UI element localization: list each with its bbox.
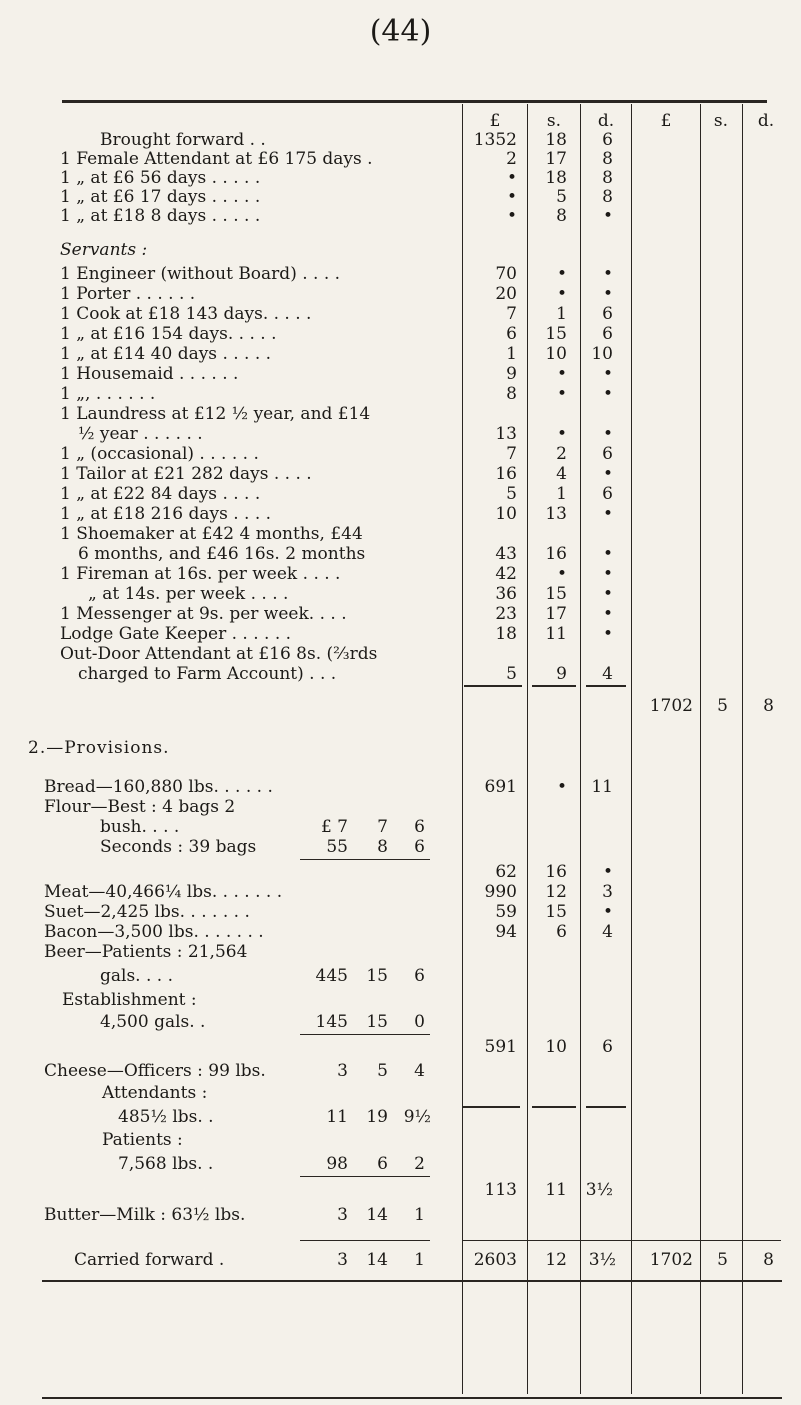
servant-shillings: • xyxy=(556,564,567,584)
flour-best-cont: bush. . . . xyxy=(100,817,180,837)
servant-pence: • xyxy=(602,504,613,524)
suet-pounds: 59 xyxy=(495,902,517,922)
carried-pence-2: 8 xyxy=(763,1250,774,1270)
suet-pence: • xyxy=(602,902,613,922)
servant-pounds: 6 xyxy=(506,324,517,344)
servant-pounds: 9 xyxy=(506,364,517,384)
cheese-attendants-pence: 9½ xyxy=(403,1107,431,1127)
carried-shillings: 12 xyxy=(545,1250,567,1270)
servant-pence: • xyxy=(602,604,613,624)
bread-shillings: • xyxy=(556,777,567,797)
beer-patients-pence: 6 xyxy=(414,966,425,986)
servant-shillings: 4 xyxy=(556,464,567,484)
servant-shillings: • xyxy=(556,264,567,284)
final-rule xyxy=(42,1280,782,1282)
servant-line: 1 „ (occasional) . . . . . . xyxy=(60,444,259,464)
cheese-patients-label: Patients : xyxy=(102,1130,183,1150)
servant-line: ½ year . . . . . . xyxy=(78,424,203,444)
section-total-shillings: 5 xyxy=(717,696,728,716)
flour-best-pence: 6 xyxy=(414,817,425,837)
servant-pence: • xyxy=(602,564,613,584)
subtotal-rule-2 xyxy=(532,1106,576,1108)
beer-patients-cont: gals. . . . xyxy=(100,966,174,986)
servant-pence: • xyxy=(602,264,613,284)
brought-forward-pence: 6 xyxy=(602,130,613,150)
butter-pounds: 3 xyxy=(337,1205,348,1225)
servant-shillings: 2 xyxy=(556,444,567,464)
cheese-shillings: 11 xyxy=(545,1180,567,1200)
beer-estab-pounds: 145 xyxy=(315,1012,348,1032)
attendant-pence: • xyxy=(602,206,613,226)
servant-shillings: 11 xyxy=(545,624,567,644)
servant-line: 1 Porter . . . . . . xyxy=(60,284,196,304)
attendant-shillings: 5 xyxy=(556,187,567,207)
carried-pence: 3½ xyxy=(588,1250,616,1270)
attendant-line: 1 „ at £18 8 days . . . . . xyxy=(60,206,261,226)
servant-pounds: 36 xyxy=(495,584,517,604)
col-rule-d xyxy=(631,104,632,1394)
cheese-officers-pounds: 3 xyxy=(337,1061,348,1081)
servant-line: 1 Tailor at £21 282 days . . . . xyxy=(60,464,312,484)
attendant-pounds: 2 xyxy=(506,149,517,169)
servant-pence: 6 xyxy=(602,484,613,504)
flour-best-pounds: £ 7 xyxy=(320,817,348,837)
section-total-pence: 8 xyxy=(763,696,774,716)
suet-label: Suet—2,425 lbs. . . . . . . xyxy=(44,902,250,922)
bread-pence: 11 xyxy=(591,777,613,797)
servant-pounds: 13 xyxy=(495,424,517,444)
cheese-pounds: 113 xyxy=(484,1180,517,1200)
carried-rule-b xyxy=(462,1240,632,1241)
servant-line: 1 „ at £16 154 days. . . . . xyxy=(60,324,277,344)
cheese-officers-pence: 4 xyxy=(414,1061,425,1081)
beer-subrule xyxy=(300,1034,430,1035)
servant-shillings: • xyxy=(556,424,567,444)
bacon-pounds: 94 xyxy=(495,922,517,942)
servant-shillings: 9 xyxy=(556,664,567,684)
carried-pounds-inner: 3 xyxy=(337,1250,348,1270)
cheese-label: Cheese—Officers : 99 lbs. xyxy=(44,1061,266,1081)
servant-shillings: 13 xyxy=(545,504,567,524)
header-pounds: £ xyxy=(489,111,501,131)
beer-pounds: 591 xyxy=(484,1037,517,1057)
bacon-shillings: 6 xyxy=(556,922,567,942)
servant-shillings: • xyxy=(556,384,567,404)
servant-line: 1 „ at £22 84 days . . . . xyxy=(60,484,261,504)
servant-shillings: • xyxy=(556,284,567,304)
servant-pounds: 7 xyxy=(506,444,517,464)
servant-pence: 6 xyxy=(602,324,613,344)
carried-pounds: 2603 xyxy=(473,1250,517,1270)
brought-forward-shillings: 18 xyxy=(545,130,567,150)
section-rule-3 xyxy=(586,685,626,687)
servant-line: 1 Housemaid . . . . . . xyxy=(60,364,239,384)
servant-line: „ at 14s. per week . . . . xyxy=(88,584,289,604)
beer-estab-label: Establishment : xyxy=(62,990,197,1010)
carried-pence-inner: 1 xyxy=(414,1250,425,1270)
beer-label: Beer—Patients : 21,564 xyxy=(44,942,248,962)
attendant-shillings: 17 xyxy=(545,149,567,169)
attendant-shillings: 18 xyxy=(545,168,567,188)
servant-pounds: 7 xyxy=(506,304,517,324)
header-shillings-2: s. xyxy=(713,111,729,131)
butter-pence: 1 xyxy=(414,1205,425,1225)
servant-line: 1 „ at £18 216 days . . . . xyxy=(60,504,272,524)
meat-label: Meat—40,466¼ lbs. . . . . . . xyxy=(44,882,283,902)
cheese-attendants-cont: 485½ lbs. . xyxy=(118,1107,214,1127)
servant-pence: • xyxy=(602,284,613,304)
servant-shillings: 17 xyxy=(545,604,567,624)
top-rule xyxy=(62,100,767,103)
servant-shillings: 10 xyxy=(545,344,567,364)
flour-best-shillings: 7 xyxy=(377,817,388,837)
servant-pounds: 8 xyxy=(506,384,517,404)
attendant-line: 1 „ at £6 17 days . . . . . xyxy=(60,187,261,207)
bacon-label: Bacon—3,500 lbs. . . . . . . xyxy=(44,922,264,942)
attendant-pounds: • xyxy=(506,187,517,207)
cheese-attendants-pounds: 11 xyxy=(326,1107,348,1127)
servant-pounds: 20 xyxy=(495,284,517,304)
flour-label: Flour—Best : 4 bags 2 xyxy=(44,797,236,817)
servant-pounds: 18 xyxy=(495,624,517,644)
servant-line: 1 Fireman at 16s. per week . . . . xyxy=(60,564,341,584)
servant-pounds: 70 xyxy=(495,264,517,284)
attendant-pence: 8 xyxy=(602,168,613,188)
brought-forward-pounds: 1352 xyxy=(473,130,517,150)
servants-heading: Servants : xyxy=(60,240,148,260)
flour-seconds-shillings: 8 xyxy=(377,837,388,857)
carried-shillings-inner: 14 xyxy=(366,1250,388,1270)
subtotal-rule-3 xyxy=(586,1106,626,1108)
cheese-attendants-shillings: 19 xyxy=(366,1107,388,1127)
attendant-line: 1 „ at £6 56 days . . . . . xyxy=(60,168,261,188)
servant-shillings: 1 xyxy=(556,484,567,504)
servant-line: 1 Laundress at £12 ½ year, and £14 xyxy=(60,404,371,424)
servant-line: 1 „, . . . . . . xyxy=(60,384,156,404)
servant-pence: 4 xyxy=(602,664,613,684)
cheese-pence: 3½ xyxy=(585,1180,613,1200)
col-rule-e xyxy=(700,104,701,1394)
servant-line: Lodge Gate Keeper . . . . . . xyxy=(60,624,292,644)
header-pence-2: d. xyxy=(757,111,775,131)
carried-rule-a xyxy=(300,1240,430,1241)
suet-shillings: 15 xyxy=(545,902,567,922)
servant-pence: 10 xyxy=(591,344,613,364)
flour-pounds: 62 xyxy=(495,862,517,882)
flour-pence: • xyxy=(602,862,613,882)
meat-pence: 3 xyxy=(602,882,613,902)
servant-shillings: • xyxy=(556,364,567,384)
servant-pence: 6 xyxy=(602,304,613,324)
servant-pounds: 23 xyxy=(495,604,517,624)
servant-line: 1 Cook at £18 143 days. . . . . xyxy=(60,304,312,324)
beer-estab-cont: 4,500 gals. . xyxy=(100,1012,206,1032)
servant-pounds: 5 xyxy=(506,484,517,504)
servant-pounds: 1 xyxy=(506,344,517,364)
servant-pence: • xyxy=(602,544,613,564)
servant-line: 1 Messenger at 9s. per week. . . . xyxy=(60,604,347,624)
beer-shillings: 10 xyxy=(545,1037,567,1057)
butter-shillings: 14 xyxy=(366,1205,388,1225)
servant-shillings: 1 xyxy=(556,304,567,324)
attendant-pounds: • xyxy=(506,206,517,226)
servant-line: 1 Shoemaker at £42 4 months, £44 xyxy=(60,524,363,544)
servant-pence: • xyxy=(602,464,613,484)
beer-patients-pounds: 445 xyxy=(315,966,348,986)
subtotal-rule-1 xyxy=(462,1106,520,1108)
cheese-attendants-label: Attendants : xyxy=(102,1083,208,1103)
servant-line: 1 Engineer (without Board) . . . . xyxy=(60,264,341,284)
servant-pence: 6 xyxy=(602,444,613,464)
flour-subrule xyxy=(300,859,430,860)
cheese-patients-pence: 2 xyxy=(414,1154,425,1174)
carried-shillings-2: 5 xyxy=(717,1250,728,1270)
section-rule-2 xyxy=(532,685,576,687)
cheese-patients-pounds: 98 xyxy=(326,1154,348,1174)
carried-forward-label: Carried forward . xyxy=(74,1250,225,1270)
attendant-pounds: • xyxy=(506,168,517,188)
servant-shillings: 15 xyxy=(545,324,567,344)
servant-pence: • xyxy=(602,624,613,644)
servant-pounds: 5 xyxy=(506,664,517,684)
header-shillings: s. xyxy=(546,111,562,131)
provisions-heading: 2.—Provisions. xyxy=(28,738,170,758)
header-pence: d. xyxy=(597,111,615,131)
servant-line: charged to Farm Account) . . . xyxy=(78,664,337,684)
servant-shillings: 16 xyxy=(545,544,567,564)
brought-forward-label: Brought forward . . xyxy=(100,130,266,150)
flour-seconds-pence: 6 xyxy=(414,837,425,857)
bread-pounds: 691 xyxy=(484,777,517,797)
servant-pence: • xyxy=(602,384,613,404)
col-rule-f xyxy=(742,104,743,1394)
servant-pence: • xyxy=(602,364,613,384)
servant-shillings: 15 xyxy=(545,584,567,604)
servant-pence: • xyxy=(602,584,613,604)
carried-pounds-2: 1702 xyxy=(649,1250,693,1270)
flour-seconds-pounds: 55 xyxy=(326,837,348,857)
cheese-subrule xyxy=(300,1176,430,1177)
cheese-officers-shillings: 5 xyxy=(377,1061,388,1081)
cheese-patients-cont: 7,568 lbs. . xyxy=(118,1154,214,1174)
butter-label: Butter—Milk : 63½ lbs. xyxy=(44,1205,246,1225)
attendant-line: 1 Female Attendant at £6 175 days . xyxy=(60,149,373,169)
flour-seconds-label: Seconds : 39 bags xyxy=(100,837,257,857)
bacon-pence: 4 xyxy=(602,922,613,942)
beer-estab-shillings: 15 xyxy=(366,1012,388,1032)
page-number: (44) xyxy=(369,14,432,49)
cheese-patients-shillings: 6 xyxy=(377,1154,388,1174)
beer-pence: 6 xyxy=(602,1037,613,1057)
attendant-pence: 8 xyxy=(602,149,613,169)
meat-pounds: 990 xyxy=(484,882,517,902)
servant-line: 6 months, and £46 16s. 2 months xyxy=(78,544,366,564)
servant-line: 1 „ at £14 40 days . . . . . xyxy=(60,344,272,364)
bread-label: Bread—160,880 lbs. . . . . . xyxy=(44,777,273,797)
beer-estab-pence: 0 xyxy=(414,1012,425,1032)
servant-pounds: 10 xyxy=(495,504,517,524)
header-pounds-2: £ xyxy=(660,111,672,131)
bottom-rule xyxy=(42,1397,782,1399)
carried-rule-c xyxy=(631,1240,781,1241)
servant-line: Out-Door Attendant at £16 8s. (⅔rds xyxy=(60,644,378,664)
meat-shillings: 12 xyxy=(545,882,567,902)
attendant-shillings: 8 xyxy=(556,206,567,226)
section-rule-1 xyxy=(464,685,522,687)
section-total-pounds: 1702 xyxy=(649,696,693,716)
beer-patients-shillings: 15 xyxy=(366,966,388,986)
flour-shillings: 16 xyxy=(545,862,567,882)
servant-pounds: 43 xyxy=(495,544,517,564)
attendant-pence: 8 xyxy=(602,187,613,207)
servant-pence: • xyxy=(602,424,613,444)
servant-pounds: 42 xyxy=(495,564,517,584)
servant-pounds: 16 xyxy=(495,464,517,484)
